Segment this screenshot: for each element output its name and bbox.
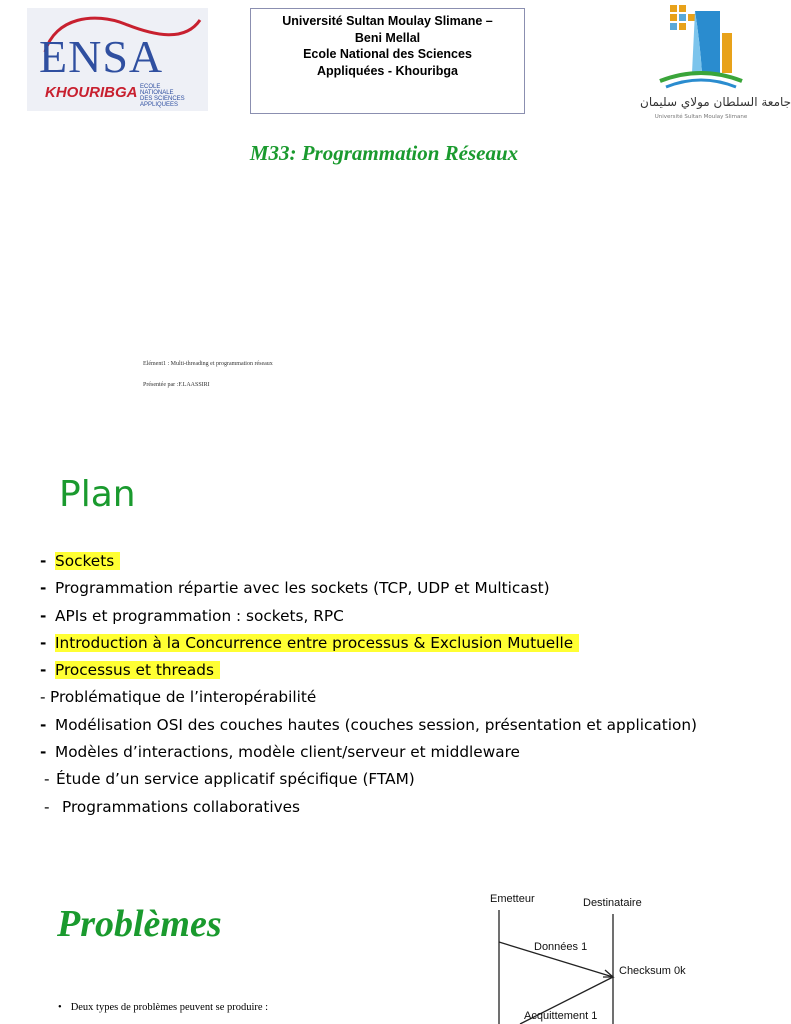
diagram-checksum-label: Checksum 0k [619, 965, 686, 977]
plan-item: - Problématique de l’interopérabilité [40, 688, 317, 707]
plan-item: - Modèles d’interactions, modèle client/serveur et middleware [40, 743, 520, 762]
usms-logo [640, 3, 791, 125]
usms-arabic-text: جامعة السلطان مولاي سليمان [640, 95, 791, 109]
plan-item: - Introduction à la Concurrence entre processus & Exclusion Mutuelle [40, 632, 697, 659]
bullet-icon: • [58, 1002, 62, 1013]
usms-latin-text: Université Sultan Moulay Slimane [654, 114, 748, 120]
plan-item-text: APIs et programmation : sockets, RPC [55, 606, 344, 625]
plan-item-text-highlighted: Sockets [55, 552, 120, 570]
problemes-title: Problèmes [57, 903, 222, 945]
plan-item: - Programmations collaboratives [44, 797, 301, 816]
university-line: Ecole National des Sciences [303, 47, 472, 61]
diagram-donnees-label: Données 1 [534, 941, 588, 953]
plan-item-text-highlighted: Introduction à la Concurrence entre processus & Exclusion Mutuelle [55, 634, 579, 652]
plan-item-text: Étude d’un service applicatif spécifique (FTAM) [56, 770, 415, 789]
diagram-emetteur-label: Emetteur [490, 893, 535, 905]
diagram-acquittement-label: Acquittement 1 [524, 1010, 598, 1022]
ensa-side-text: ECOLE NATIONALE DES SCIENCES APPLIQUEES [140, 84, 185, 108]
plan-item-text-highlighted: Processus et threads [55, 661, 220, 679]
diagram-destinataire-label: Destinataire [583, 897, 642, 909]
ensa-city-text: KHOURIBGA [45, 84, 138, 101]
plan-item-text: Problématique de l’interopérabilité [50, 688, 317, 707]
presenter-line: Présentée par :F.LAASSIRI [143, 382, 210, 388]
exchange-diagram [480, 884, 720, 1024]
plan-item-text: Programmations collaboratives [62, 797, 301, 816]
plan-item-text: Modèles d’interactions, modèle client/serveur et middleware [55, 743, 520, 762]
problemes-bullet-text: Deux types de problèmes peuvent se produire : [70, 1002, 269, 1013]
university-line: Appliquées - Khouribga [317, 63, 458, 78]
plan-title: Plan [59, 474, 136, 515]
element-line: Elément1 : Multi-threading et programmation réseaux [143, 361, 273, 367]
plan-item-text: Programmation répartie avec les sockets (TCP, UDP et Multicast) [55, 579, 550, 598]
plan-item-text: Modélisation OSI des couches hautes (couches session, présentation et application) [55, 715, 698, 734]
university-line: Beni Mellal [354, 30, 421, 45]
plan-list [40, 550, 697, 823]
plan-item: - Modélisation OSI des couches hautes (couches session, présentation et application) [40, 715, 698, 734]
plan-item: - Programmation répartie avec les sockets (TCP, UDP et Multicast) [40, 579, 550, 598]
plan-item: - Sockets [40, 550, 697, 577]
plan-item: - Étude d’un service applicatif spécifique (FTAM) [44, 770, 415, 789]
plan-item: - Processus et threads [40, 659, 697, 686]
usms-emblem-icon [640, 3, 762, 93]
university-box [250, 8, 525, 114]
ensa-logo-text: ENSA [39, 31, 164, 82]
problemes-bullet [58, 1002, 268, 1013]
plan-item: - APIs et programmation : sockets, RPC [40, 606, 344, 625]
ensa-logo [27, 8, 208, 111]
module-title: M33: Programmation Réseaux [249, 141, 519, 165]
university-line: Université Sultan Moulay Slimane – [282, 14, 493, 28]
